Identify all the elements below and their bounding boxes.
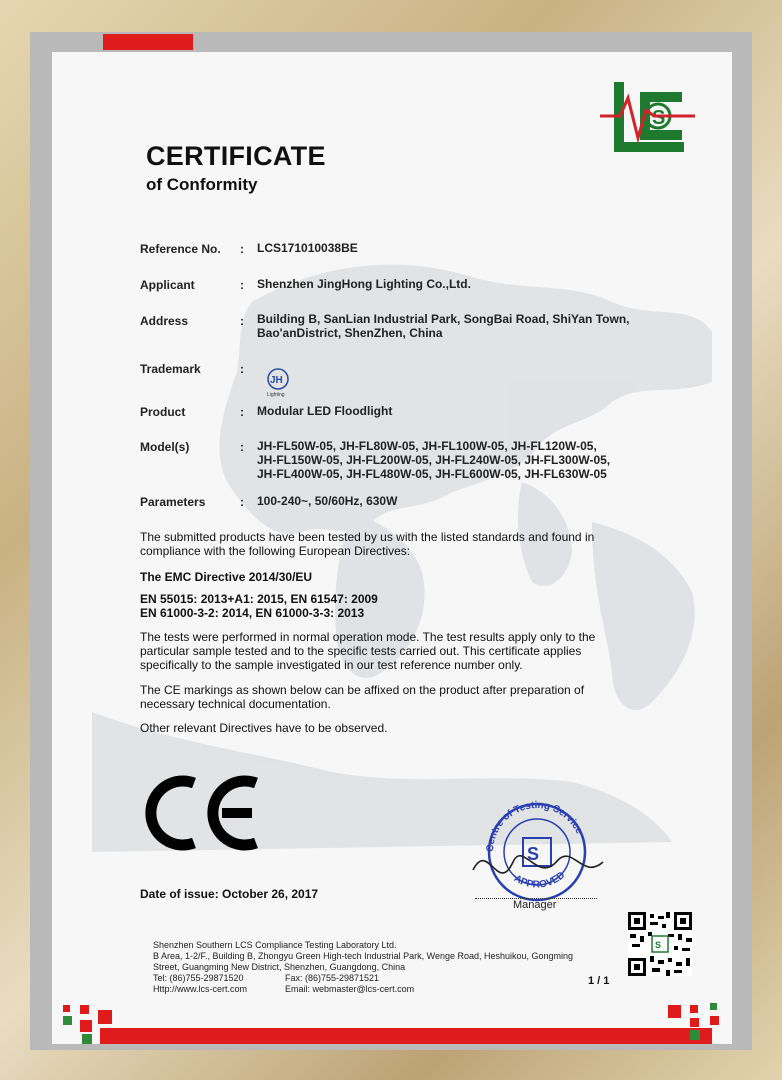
svg-text:JH: JH bbox=[270, 375, 283, 386]
decor-square bbox=[63, 1005, 70, 1012]
red-bar-top bbox=[103, 34, 193, 50]
body-para-2-line-2: particular sample tested and to the specific tests carried out. This certificate applies bbox=[140, 644, 582, 658]
product-value: Modular LED Floodlight bbox=[257, 404, 393, 418]
applicant-label: Applicant bbox=[140, 278, 195, 292]
stamp-bottom-text: APPROVED bbox=[511, 869, 568, 891]
decor-square bbox=[668, 1005, 681, 1018]
date-of-issue: Date of issue: October 26, 2017 bbox=[140, 887, 319, 901]
lcs-logo-icon bbox=[600, 80, 695, 155]
decor-square bbox=[80, 1005, 89, 1014]
body-para-1-line-1: The submitted products have been tested by us with the listed standards and found in bbox=[140, 530, 595, 544]
address-label: Address bbox=[140, 314, 189, 328]
decor-square bbox=[690, 1030, 700, 1040]
footer-email-link[interactable]: Email: webmaster@lcs-cert.com bbox=[285, 984, 415, 994]
body-para-4: Other relevant Directives have to be observed. bbox=[140, 721, 388, 735]
applicant-colon: : bbox=[240, 278, 244, 292]
footer-address-line-1: B Area, 1-2/F., Building B, Zhongyu Green High-tech Industrial Park, Wenge Road, Heshuikou, Gongming bbox=[153, 951, 574, 961]
decor-square bbox=[710, 1003, 717, 1010]
footer-tel: Tel: (86)755-29871520 bbox=[153, 973, 244, 983]
models-line-3: JH-FL400W-05, JH-FL480W-05, JH-FL600W-05, JH-FL630W-05 bbox=[257, 467, 607, 481]
body-para-3-line-1: The CE markings as shown below can be affixed on the product after preparation of bbox=[140, 683, 585, 697]
body-para-1-line-2: compliance with the following European Directives: bbox=[140, 544, 411, 558]
product-colon: : bbox=[240, 405, 244, 419]
svg-text:S: S bbox=[652, 107, 666, 129]
trademark-label: Trademark bbox=[140, 362, 201, 376]
models-line-1: JH-FL50W-05, JH-FL80W-05, JH-FL100W-05, JH-FL120W-05, bbox=[257, 439, 597, 453]
standards-line-1: EN 55015: 2013+A1: 2015, EN 61547: 2009 bbox=[140, 592, 378, 606]
trademark-colon: : bbox=[240, 362, 244, 376]
reference-value: LCS171010038BE bbox=[257, 241, 358, 255]
reference-colon: : bbox=[240, 242, 244, 256]
models-label: Model(s) bbox=[140, 440, 190, 454]
body-para-3-line-2: necessary technical documentation. bbox=[140, 697, 331, 711]
parameters-colon: : bbox=[240, 495, 244, 509]
decor-square bbox=[690, 1018, 699, 1027]
certificate-subtitle: of Conformity bbox=[146, 175, 258, 194]
address-colon: : bbox=[240, 314, 244, 328]
body-para-2-line-1: The tests were performed in normal operation mode. The test results apply only to the bbox=[140, 630, 596, 644]
footer-lab-name: Shenzhen Southern LCS Compliance Testing Laboratory Ltd. bbox=[153, 940, 397, 950]
directive-title: The EMC Directive 2014/30/EU bbox=[140, 570, 313, 584]
decor-square bbox=[710, 1016, 719, 1025]
parameters-value: 100-240~, 50/60Hz, 630W bbox=[257, 494, 398, 508]
standards-line-2: EN 61000-3-2: 2014, EN 61000-3-3: 2013 bbox=[140, 606, 365, 620]
stamp-top-text: Centre of Testing Service bbox=[484, 800, 585, 853]
decor-square bbox=[80, 1020, 92, 1032]
address-line-1: Building B, SanLian Industrial Park, SongBai Road, ShiYan Town, bbox=[257, 312, 630, 326]
page-number: 1 / 1 bbox=[588, 975, 610, 987]
decor-square bbox=[82, 1034, 92, 1044]
trademark-lighting-text: Lighting bbox=[267, 392, 285, 398]
models-colon: : bbox=[240, 440, 244, 454]
models-line-2: JH-FL150W-05, JH-FL200W-05, JH-FL240W-05, JH-FL300W-05, bbox=[257, 453, 611, 467]
footer-address-line-2: Street, Guangming New District, Shenzhen, Guangdong, China bbox=[153, 962, 406, 972]
decor-square bbox=[63, 1016, 72, 1025]
red-bar-bottom bbox=[100, 1028, 712, 1044]
parameters-label: Parameters bbox=[140, 495, 206, 509]
qr-code-icon[interactable] bbox=[628, 912, 692, 976]
decor-square bbox=[690, 1005, 698, 1013]
manager-label: Manager bbox=[513, 899, 557, 911]
decor-square bbox=[98, 1010, 112, 1024]
jh-lighting-logo-icon bbox=[262, 368, 294, 398]
product-label: Product bbox=[140, 405, 186, 419]
reference-label: Reference No. bbox=[140, 242, 221, 256]
svg-text:S: S bbox=[655, 940, 662, 950]
svg-text:S: S bbox=[527, 844, 540, 864]
applicant-value: Shenzhen JingHong Lighting Co.,Ltd. bbox=[257, 277, 471, 291]
body-para-2-line-3: specifically to the sample investigated in our test reference number only. bbox=[140, 658, 523, 672]
certificate-title: CERTIFICATE bbox=[146, 141, 326, 171]
ce-mark-icon bbox=[140, 773, 262, 853]
footer-web-link[interactable]: Http://www.lcs-cert.com bbox=[153, 984, 248, 994]
address-line-2: Bao'anDistrict, ShenZhen, China bbox=[257, 326, 443, 340]
footer-fax: Fax: (86)755-29871521 bbox=[285, 973, 380, 983]
